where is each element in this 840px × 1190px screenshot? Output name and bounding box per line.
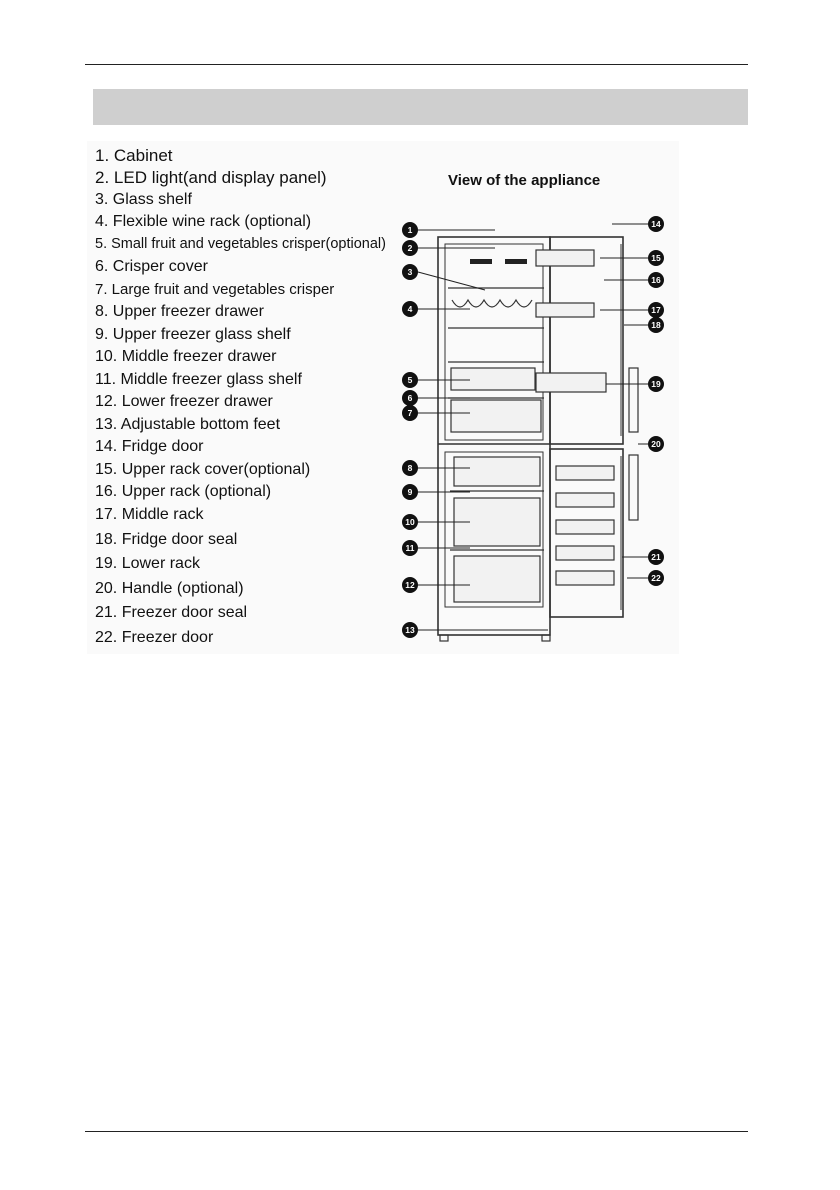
svg-text:21: 21 <box>651 552 661 562</box>
callout-17 <box>648 302 664 318</box>
svg-text:16: 16 <box>651 275 661 285</box>
led-light-left <box>470 259 492 264</box>
lower-freezer-drawer <box>454 556 540 602</box>
part-item: 1. Cabinet <box>95 146 173 165</box>
callout-5 <box>402 372 418 388</box>
callout-15 <box>648 250 664 266</box>
callout-21 <box>648 549 664 565</box>
svg-text:22: 22 <box>651 573 661 583</box>
callout-12 <box>402 577 418 593</box>
svg-text:3: 3 <box>407 267 413 277</box>
footer-rule <box>85 1131 748 1132</box>
part-item: 5. Small fruit and vegetables crisper(optional) <box>95 236 386 252</box>
callout-14 <box>648 216 664 232</box>
svg-text:7: 7 <box>407 408 413 418</box>
svg-text:2: 2 <box>407 243 413 253</box>
part-item: 16. Upper rack (optional) <box>95 483 272 500</box>
part-item: 10. Middle freezer drawer <box>95 348 277 365</box>
led-light-right <box>505 259 527 264</box>
lower-rack <box>536 373 606 392</box>
svg-text:20: 20 <box>651 439 661 449</box>
svg-text:13: 13 <box>405 625 415 635</box>
svg-text:19: 19 <box>651 379 661 389</box>
callout-6 <box>402 390 418 406</box>
freezer-door-flap-2 <box>556 493 614 507</box>
upper-freezer-drawer <box>454 457 540 486</box>
part-item: 11. Middle freezer glass shelf <box>95 371 302 388</box>
upper-rack <box>536 250 594 266</box>
svg-text:4: 4 <box>407 304 413 314</box>
callout-22 <box>648 570 664 586</box>
part-item: 3. Glass shelf <box>95 191 192 208</box>
callout-4 <box>402 301 418 317</box>
appliance-diagram <box>395 210 685 650</box>
callout-10 <box>402 514 418 530</box>
freezer-door-flap-1 <box>556 466 614 480</box>
callout-19 <box>648 376 664 392</box>
part-item: 15. Upper rack cover(optional) <box>95 461 311 478</box>
view-title: View of the appliance <box>448 172 601 189</box>
part-item: 8. Upper freezer drawer <box>95 303 264 320</box>
part-item: 13. Adjustable bottom feet <box>95 416 281 433</box>
callout-1 <box>402 222 418 238</box>
callout-13 <box>402 622 418 638</box>
callout-20 <box>648 436 664 452</box>
part-item: 22. Freezer door <box>95 629 214 646</box>
svg-text:6: 6 <box>407 393 413 403</box>
part-item: 12. Lower freezer drawer <box>95 393 273 410</box>
part-item: 4. Flexible wine rack (optional) <box>95 213 312 230</box>
freezer-door-flap-4 <box>556 546 614 560</box>
svg-text:1: 1 <box>407 225 413 235</box>
middle-rack <box>536 303 594 317</box>
svg-text:8: 8 <box>407 463 413 473</box>
part-item: 17. Middle rack <box>95 506 204 523</box>
svg-text:14: 14 <box>651 219 661 229</box>
bottom-foot-left <box>440 635 448 641</box>
svg-text:18: 18 <box>651 320 661 330</box>
callout-2 <box>402 240 418 256</box>
header-rule <box>85 64 748 65</box>
part-item: 14. Fridge door <box>95 438 204 455</box>
callout-3 <box>402 264 418 280</box>
callout-18 <box>648 317 664 333</box>
leader-line <box>418 272 485 290</box>
part-item: 7. Large fruit and vegetables crisper <box>95 281 335 298</box>
svg-text:15: 15 <box>651 253 661 263</box>
section-banner <box>93 89 748 125</box>
freezer-door-flap-3 <box>556 520 614 534</box>
freezer-handle <box>629 455 638 520</box>
part-item: 9. Upper freezer glass shelf <box>95 326 291 343</box>
fridge-door-outline <box>550 237 623 444</box>
callout-7 <box>402 405 418 421</box>
svg-text:10: 10 <box>405 517 415 527</box>
part-item: 6. Crisper cover <box>95 258 208 275</box>
svg-text:12: 12 <box>405 580 415 590</box>
part-item: 19. Lower rack <box>95 555 200 572</box>
callout-16 <box>648 272 664 288</box>
fridge-handle <box>629 368 638 432</box>
part-item: 21. Freezer door seal <box>95 604 248 621</box>
callout-8 <box>402 460 418 476</box>
callout-9 <box>402 484 418 500</box>
svg-text:9: 9 <box>407 487 413 497</box>
part-item: 18. Fridge door seal <box>95 531 238 548</box>
wine-rack <box>452 300 532 307</box>
part-item: 2. LED light(and display panel) <box>95 168 327 187</box>
svg-text:11: 11 <box>405 543 415 553</box>
svg-text:5: 5 <box>407 375 413 385</box>
part-item: 20. Handle (optional) <box>95 580 244 597</box>
callout-11 <box>402 540 418 556</box>
svg-text:17: 17 <box>651 305 661 315</box>
freezer-door-flap-5 <box>556 571 614 585</box>
large-crisper <box>451 400 541 432</box>
small-crisper <box>451 368 535 390</box>
bottom-foot-right <box>542 635 550 641</box>
